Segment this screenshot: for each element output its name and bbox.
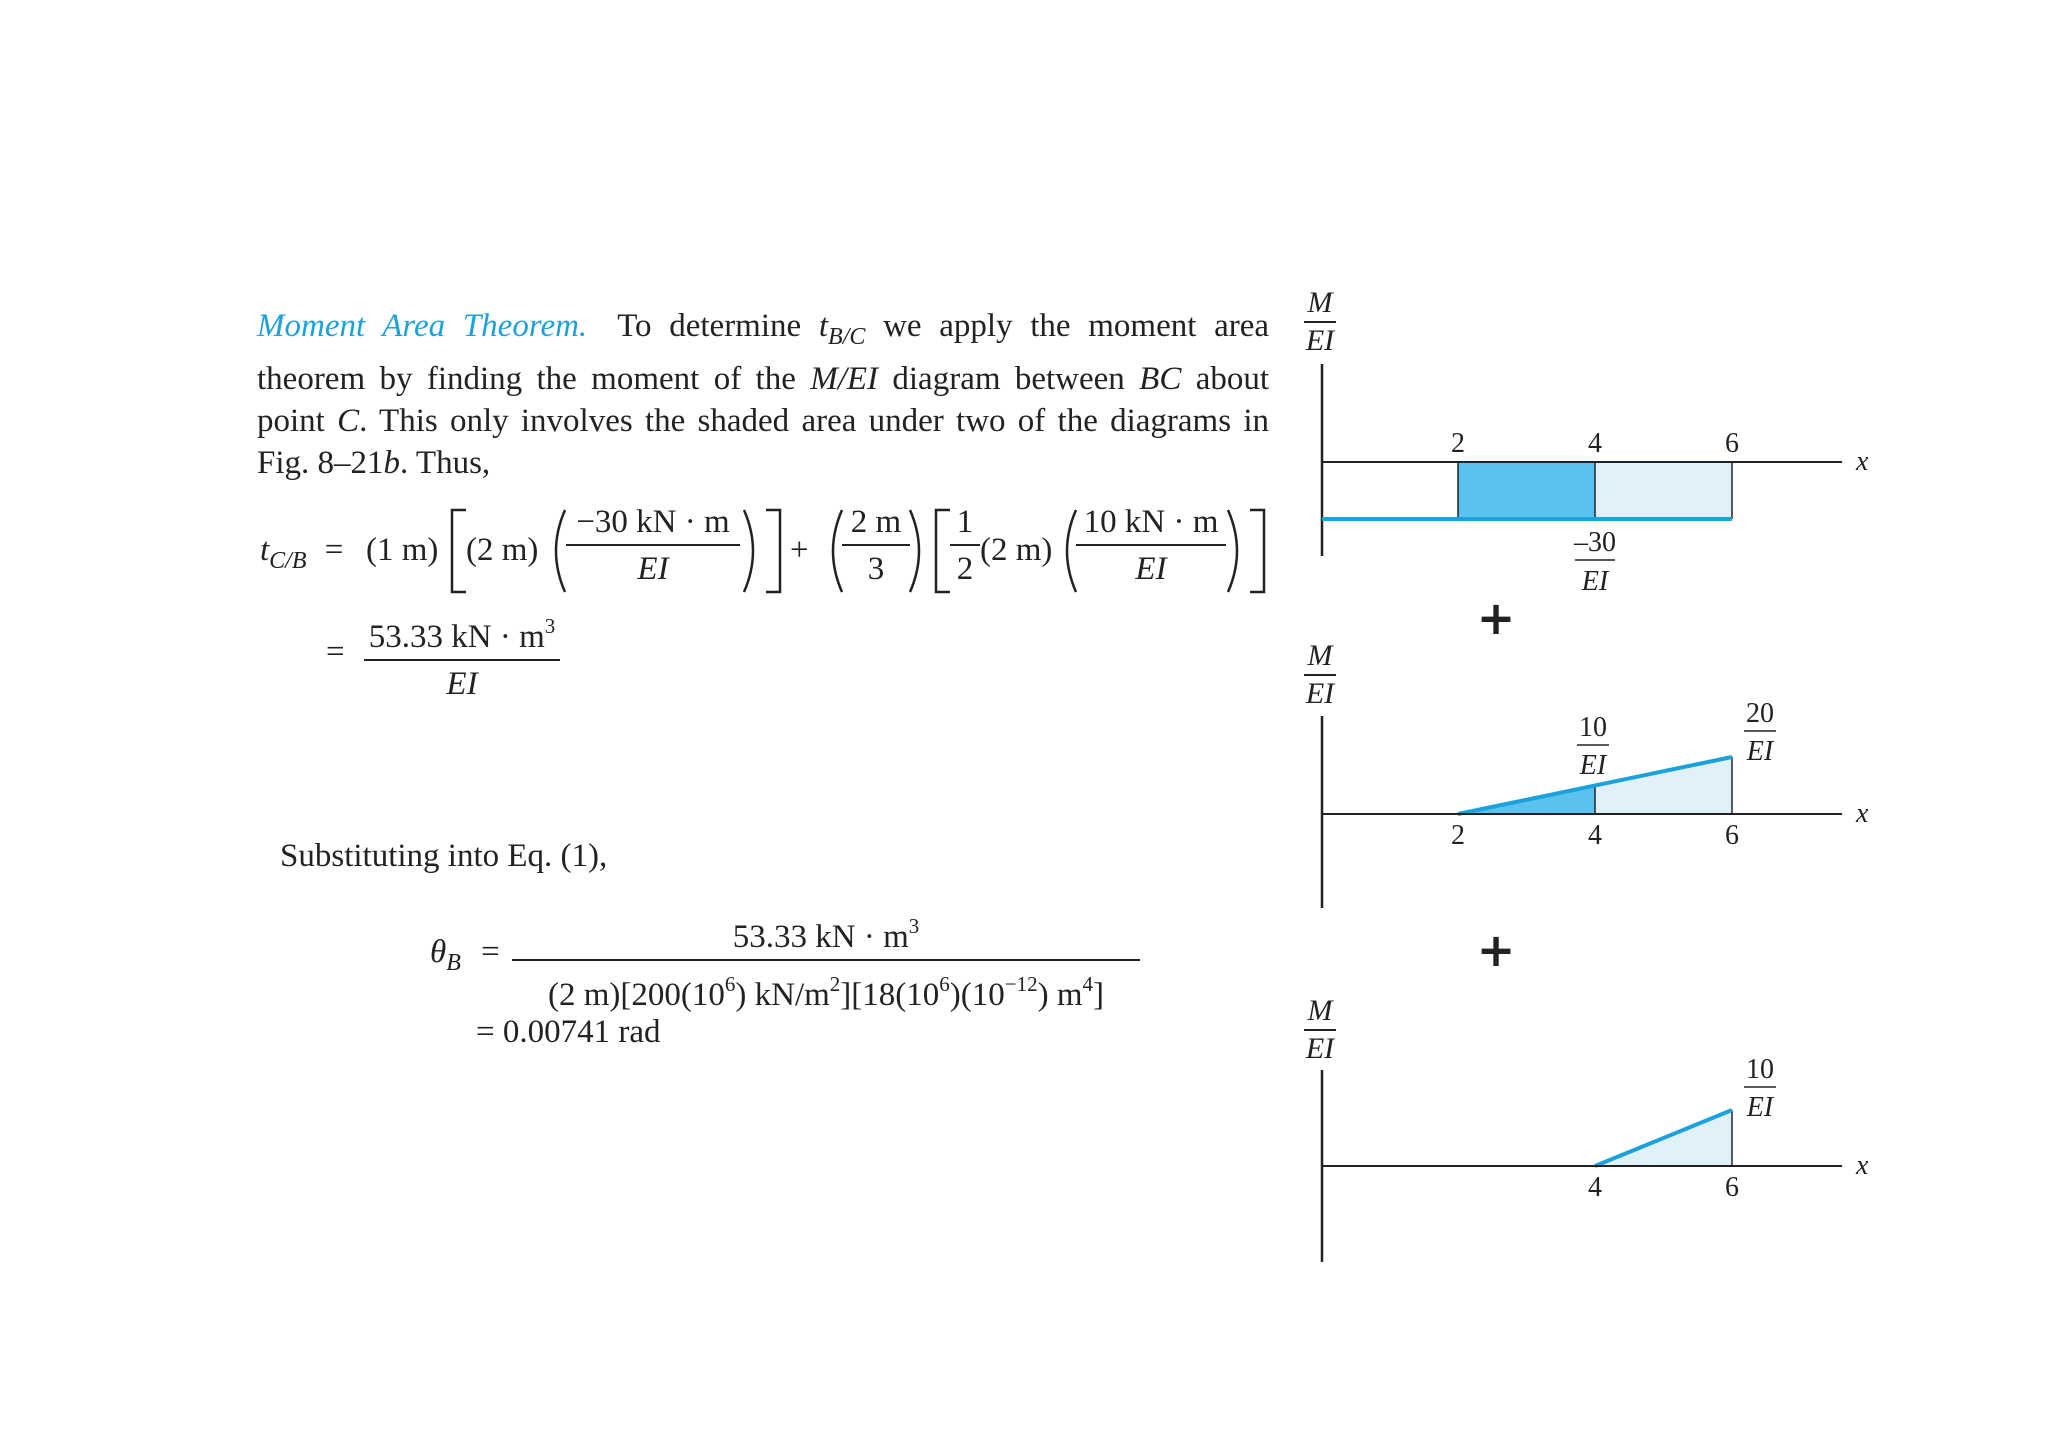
eq1-fraction-4: $\frac{10 kN \cdot m}{EI}$: [1076, 500, 1226, 592]
section-heading: Moment Area Theorem.: [257, 308, 588, 344]
eq1-equals-2: =: [326, 634, 345, 670]
substituting-text: Substituting into Eq. (1),: [280, 838, 608, 874]
mid-value1-den: EI: [1579, 750, 1607, 781]
eq1-plus: +: [790, 532, 809, 568]
plus-sign-1: +: [1476, 591, 1516, 645]
mid-value2-num: 20: [1746, 698, 1774, 729]
top-axis-label-m: M: [1307, 286, 1333, 319]
mid-x-label: x: [1856, 798, 1869, 829]
top-tick-6: 6: [1725, 428, 1739, 459]
diagram-bottom: [1304, 994, 1869, 1262]
eq1-term-1m: (1 m): [366, 532, 439, 568]
eq2-lhs: $\theta_B$ =: [430, 934, 500, 976]
eq1-fraction-1: $\frac{-30 kN \cdot m}{EI}$: [566, 500, 740, 592]
bot-tick-4: 4: [1588, 1172, 1602, 1203]
mid-tick-6: 6: [1725, 820, 1739, 851]
mid-area-light: [1595, 757, 1732, 814]
bot-x-label: x: [1856, 1150, 1869, 1181]
eq1-fraction-half: $\frac{1}{2}$: [950, 500, 980, 592]
eq2-result: = 0.00741 rad: [476, 1014, 661, 1050]
top-axis-label-ei: EI: [1305, 324, 1335, 357]
top-x-label: x: [1856, 446, 1869, 477]
top-area-dark: [1458, 462, 1595, 519]
mid-tick-4: 4: [1588, 820, 1602, 851]
top-value-den: EI: [1581, 566, 1609, 597]
eq1-result-fraction: $\frac{53.33 kN \cdot m^3}{EI}$: [364, 604, 560, 707]
bot-value-den: EI: [1746, 1092, 1774, 1123]
mid-tick-2: 2: [1451, 820, 1465, 851]
mid-axis-label-m: M: [1307, 639, 1333, 672]
top-area-light: [1595, 462, 1732, 519]
bot-tick-6: 6: [1725, 1172, 1739, 1203]
eq1-term-2m-b: (2 m): [980, 532, 1053, 568]
top-tick-2: 2: [1451, 428, 1465, 459]
mid-value2-den: EI: [1746, 736, 1774, 767]
mid-value1-num: 10: [1579, 712, 1607, 743]
bot-value-num: 10: [1746, 1054, 1774, 1085]
top-value-num: –30: [1574, 527, 1616, 558]
top-tick-4: 4: [1588, 428, 1602, 459]
eq1-lhs: $t_{C/B}$ =: [260, 532, 344, 574]
mid-axis-label-ei: EI: [1305, 677, 1335, 710]
eq2-fraction: $\frac{53.33 kN \cdot m^3}{(2 m)[200(10^6) kN/m^2][18(10^6)(10^{-12}) m^4]}$: [512, 904, 1140, 1018]
eq1-term-2m: (2 m): [466, 532, 539, 568]
bot-axis-label-m: M: [1307, 994, 1333, 1027]
diagram-top: [1304, 286, 1869, 597]
diagram-middle: [1304, 639, 1869, 908]
eq1-fraction-2: $\frac{2 m}{3}$: [842, 500, 910, 592]
intro-paragraph: Moment Area Theorem. To determine $t_{B/C}$ we apply the moment area theorem by finding the moment of the M/EI diagram between BC about point C. This only involves the shaded area under two of the diagrams in Fig. 8–21b. Thus,: [257, 308, 1270, 481]
bot-axis-label-ei: EI: [1305, 1032, 1335, 1065]
plus-sign-2: +: [1476, 923, 1516, 977]
